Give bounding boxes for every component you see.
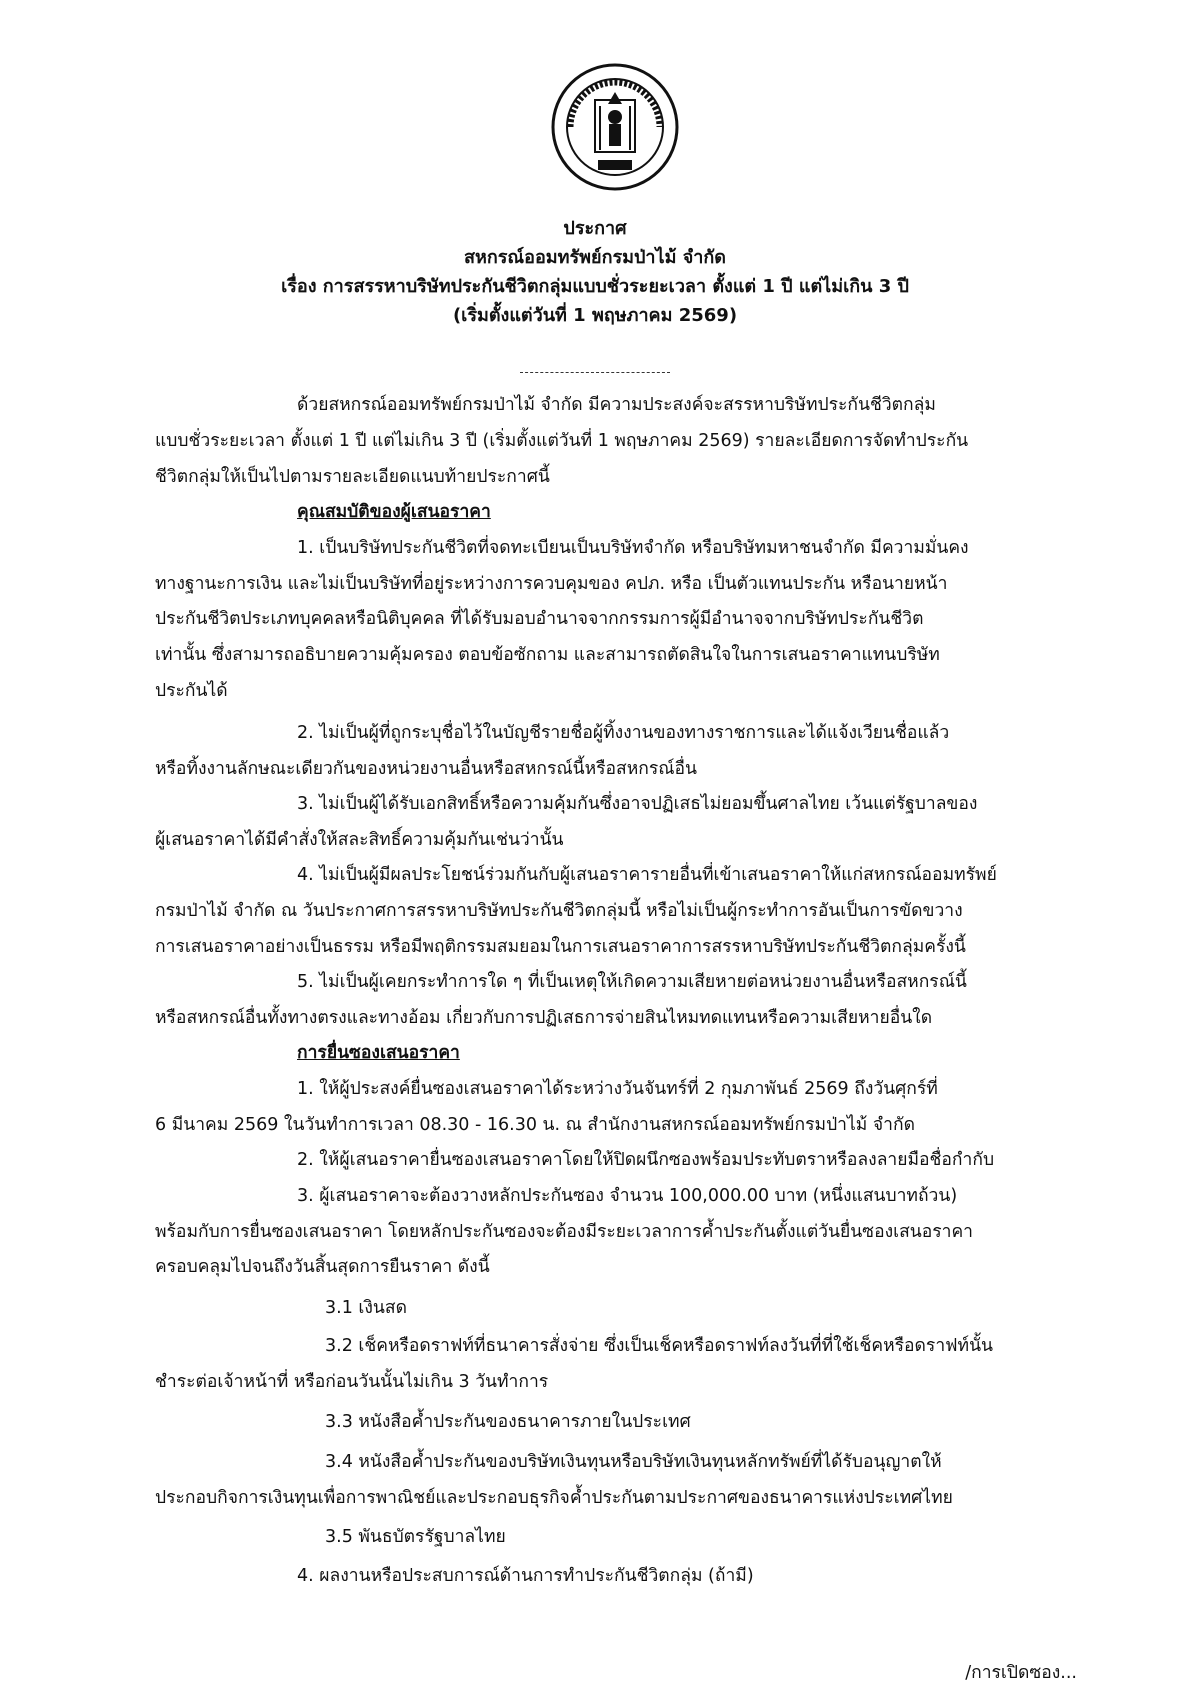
paragraph-line: 3.1 เงินสด [325,1298,407,1318]
paragraph-line: 4. ผลงานหรือประสบการณ์ด้านการทำประกันชีวิตกลุ่ม (ถ้ามี) [297,1566,754,1586]
organization-name: สหกรณ์ออมทรัพย์กรมป่าไม้ จำกัด [464,247,726,268]
section-heading: การยื่นซองเสนอราคา [297,1043,460,1063]
paragraph-line: 1. ให้ผู้ประสงค์ยื่นซองเสนอราคาได้ระหว่างวันจันทร์ที่ 2 กุมภาพันธ์ 2569 ถึงวันศุกร์ที่ [297,1079,938,1099]
paragraph-line: การเสนอราคาอย่างเป็นธรรม หรือมีพฤติกรรมสมยอมในการเสนอราคาการสรรหาบริษัทประกันชีวิตกลุ่มครั้งนี้ [155,937,966,957]
start-date-line: (เริ่มตั้งแต่วันที่ 1 พฤษภาคม 2569) [452,305,738,326]
paragraph-line: 6 มีนาคม 2569 ในวันทำการเวลา 08.30 - 16.30 น. ณ สำนักงานสหกรณ์ออมทรัพย์กรมป่าไม้ จำกัด [155,1115,915,1135]
paragraph-line: ด้วยสหกรณ์ออมทรัพย์กรมป่าไม้ จำกัด มีความประสงค์จะสรรหาบริษัทประกันชีวิตกลุ่ม [297,395,936,415]
divider [520,372,670,373]
paragraph-line: 1. เป็นบริษัทประกันชีวิตที่จดทะเบียนเป็นบริษัทจำกัด หรือบริษัทมหาชนจำกัด มีความมั่นคง [297,538,969,558]
paragraph-line: ประกอบกิจการเงินทุนเพื่อการพาณิชย์และประกอบธุรกิจค้ำประกันตามประกาศของธนาคารแห่งประเทศไทย [155,1488,953,1508]
subject-line: เรื่อง การสรรหาบริษัทประกันชีวิตกลุ่มแบบชั่วระยะเวลา ตั้งแต่ 1 ปี แต่ไม่เกิน 3 ปี [281,276,909,297]
paragraph-line: 3.4 หนังสือค้ำประกันของบริษัทเงินทุนหรือบริษัทเงินทุนหลักทรัพย์ที่ได้รับอนุญาตให้ [325,1452,942,1472]
continuation-note: /การเปิดซอง... [965,1663,1077,1683]
section-heading: คุณสมบัติของผู้เสนอราคา [297,502,491,522]
paragraph-line: 3. ไม่เป็นผู้ได้รับเอกสิทธิ์หรือความคุ้มกันซึ่งอาจปฏิเสธไม่ยอมขึ้นศาลไทย เว้นแต่รัฐบาลของ [297,794,978,814]
paragraph-line: ผู้เสนอราคาได้มีคำสั่งให้สละสิทธิ์ความคุ้มกันเช่นว่านั้น [155,830,564,850]
paragraph-line: 4. ไม่เป็นผู้มีผลประโยชน์ร่วมกันกับผู้เสนอราคารายอื่นที่เข้าเสนอราคาให้แก่สหกรณ์ออมทรัพย์ [297,865,997,885]
paragraph-line: หรือสหกรณ์อื่นทั้งทางตรงและทางอ้อม เกี่ยวกับการปฏิเสธการจ่ายสินไหมทดแทนหรือความเสียหายอื่นใด [155,1008,933,1028]
paragraph-line: กรมป่าไม้ จำกัด ณ วันประกาศการสรรหาบริษัทประกันชีวิตกลุ่มนี้ หรือไม่เป็นผู้กระทำการอันเป็นการขัดขวาง [155,901,963,921]
cooperative-seal-icon [550,62,680,192]
paragraph-line: 5. ไม่เป็นผู้เคยกระทำการใด ๆ ที่เป็นเหตุให้เกิดความเสียหายต่อหน่วยงานอื่นหรือสหกรณ์นี้ [297,972,967,992]
paragraph-line: 3. ผู้เสนอราคาจะต้องวางหลักประกันซอง จำนวน 100,000.00 บาท (หนึ่งแสนบาทถ้วน) [297,1186,958,1206]
paragraph-line: 3.5 พันธบัตรรัฐบาลไทย [325,1527,506,1547]
paragraph-line: 3.3 หนังสือค้ำประกันของธนาคารภายในประเทศ [325,1412,691,1432]
paragraph-line: แบบชั่วระยะเวลา ตั้งแต่ 1 ปี แต่ไม่เกิน 3 ปี (เริ่มตั้งแต่วันที่ 1 พฤษภาคม 2569) รายละเอียดการจัดทำประกัน [155,431,969,451]
paragraph-line: 3.2 เช็คหรือดราฟท์ที่ธนาคารสั่งจ่าย ซึ่งเป็นเช็คหรือดราฟท์ลงวันที่ที่ใช้เช็คหรือดราฟท์นั้น [325,1336,993,1356]
paragraph-line: เท่านั้น ซึ่งสามารถอธิบายความคุ้มครอง ตอบข้อซักถาม และสามารถตัดสินใจในการเสนอราคาแทนบริษัท [155,645,940,665]
paragraph-line: พร้อมกับการยื่นซองเสนอราคา โดยหลักประกันซองจะต้องมีระยะเวลาการค้ำประกันตั้งแต่วันยื่นซองเสนอราคา [155,1222,974,1242]
paragraph-line: 2. ไม่เป็นผู้ที่ถูกระบุชื่อไว้ในบัญชีรายชื่อผู้ทิ้งงานของทางราชการและได้แจ้งเวียนชื่อแล้ว [297,723,950,743]
paragraph-line: ประกันชีวิตประเภทบุคคลหรือนิติบุคคล ที่ได้รับมอบอำนาจจากกรรมการผู้มีอำนาจจากบริษัทประกันชีวิต [155,609,924,629]
paragraph-line: 2. ให้ผู้เสนอราคายื่นซองเสนอราคาโดยให้ปิดผนึกซองพร้อมประทับตราหรือลงลายมือชื่อกำกับ [297,1150,995,1170]
paragraph-line: ชีวิตกลุ่มให้เป็นไปตามรายละเอียดแนบท้ายประกาศนี้ [155,467,550,487]
paragraph-line: ทางฐานะการเงิน และไม่เป็นบริษัทที่อยู่ระหว่างการควบคุมของ คปภ. หรือ เป็นตัวแทนประกัน หรือนายหน้า [155,574,948,594]
paragraph-line: ประกันได้ [155,681,228,701]
document-title: ประกาศ [563,218,627,239]
paragraph-line: ชำระต่อเจ้าหน้าที่ หรือก่อนวันนั้นไม่เกิน 3 วันทำการ [155,1372,549,1392]
paragraph-line: หรือทิ้งงานลักษณะเดียวกันของหน่วยงานอื่นหรือสหกรณ์นี้หรือสหกรณ์อื่น [155,759,697,779]
paragraph-line: ครอบคลุมไปจนถึงวันสิ้นสุดการยืนราคา ดังนี้ [155,1257,490,1277]
